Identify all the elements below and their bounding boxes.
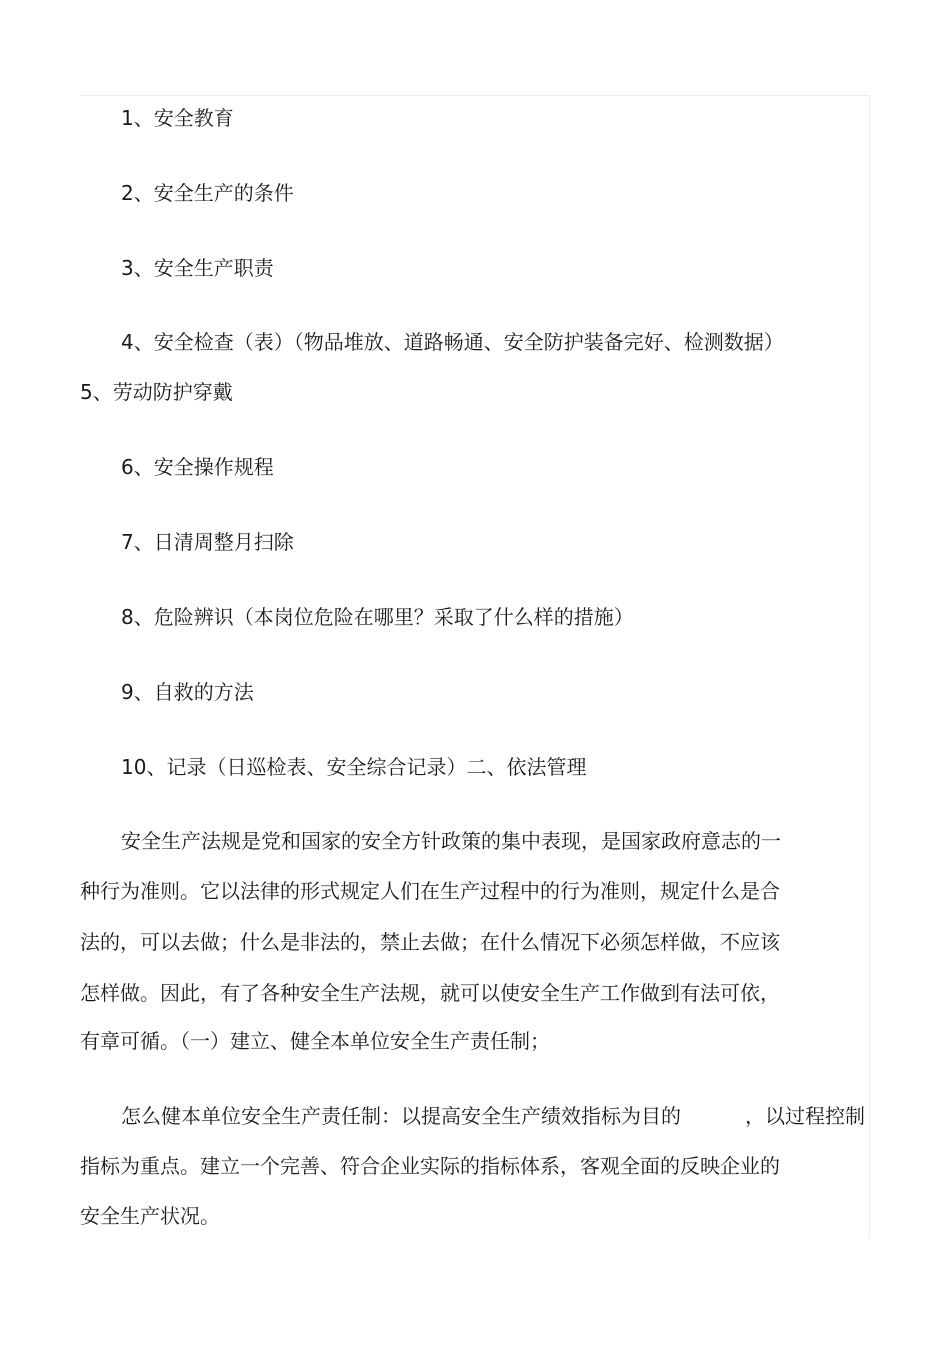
list-item: 5、劳动防护穿戴 [80,380,233,404]
list-item: 6、安全操作规程 [121,455,274,479]
paragraph-line: 怎样做。因此，有了各种安全生产法规，就可以使安全生产工作做到有法可依， [80,981,780,1005]
list-item: 9、自救的方法 [121,680,254,704]
paragraph-line: 怎么健本单位安全生产责任制：以提高安全生产绩效指标为目的 [121,1104,681,1128]
paragraph-line: ，以过程控制 [745,1104,865,1128]
paragraph-line: 安全生产法规是党和国家的安全方针政策的集中表现，是国家政府意志的一 [121,829,781,853]
list-item: 7、日清周整月扫除 [121,530,294,554]
list-item: 1、安全教育 [121,106,234,130]
list-item: 3、安全生产职责 [121,256,274,280]
paragraph-line: 指标为重点。建立一个完善、符合企业实际的指标体系，客观全面的反映企业的 [80,1154,780,1178]
paragraph-line: 法的，可以去做；什么是非法的，禁止去做；在什么情况下必须怎样做，不应该 [80,930,780,954]
list-item: 8、危险辨识（本岗位危险在哪里？采取了什么样的措施） [121,605,634,629]
paragraph-line: 种行为准则。它以法律的形式规定人们在生产过程中的行为准则，规定什么是合 [80,879,780,903]
list-item: 2、安全生产的条件 [121,181,294,205]
list-item: 10、记录（日巡检表、安全综合记录）二、依法管理 [121,755,587,779]
list-item: 4、安全检查（表）（物品堆放、道路畅通、安全防护装备完好、检测数据） [121,330,784,354]
paragraph-line: 有章可循。（一）建立、健全本单位安全生产责任制； [80,1029,550,1053]
paragraph-line: 安全生产状况。 [80,1204,220,1228]
